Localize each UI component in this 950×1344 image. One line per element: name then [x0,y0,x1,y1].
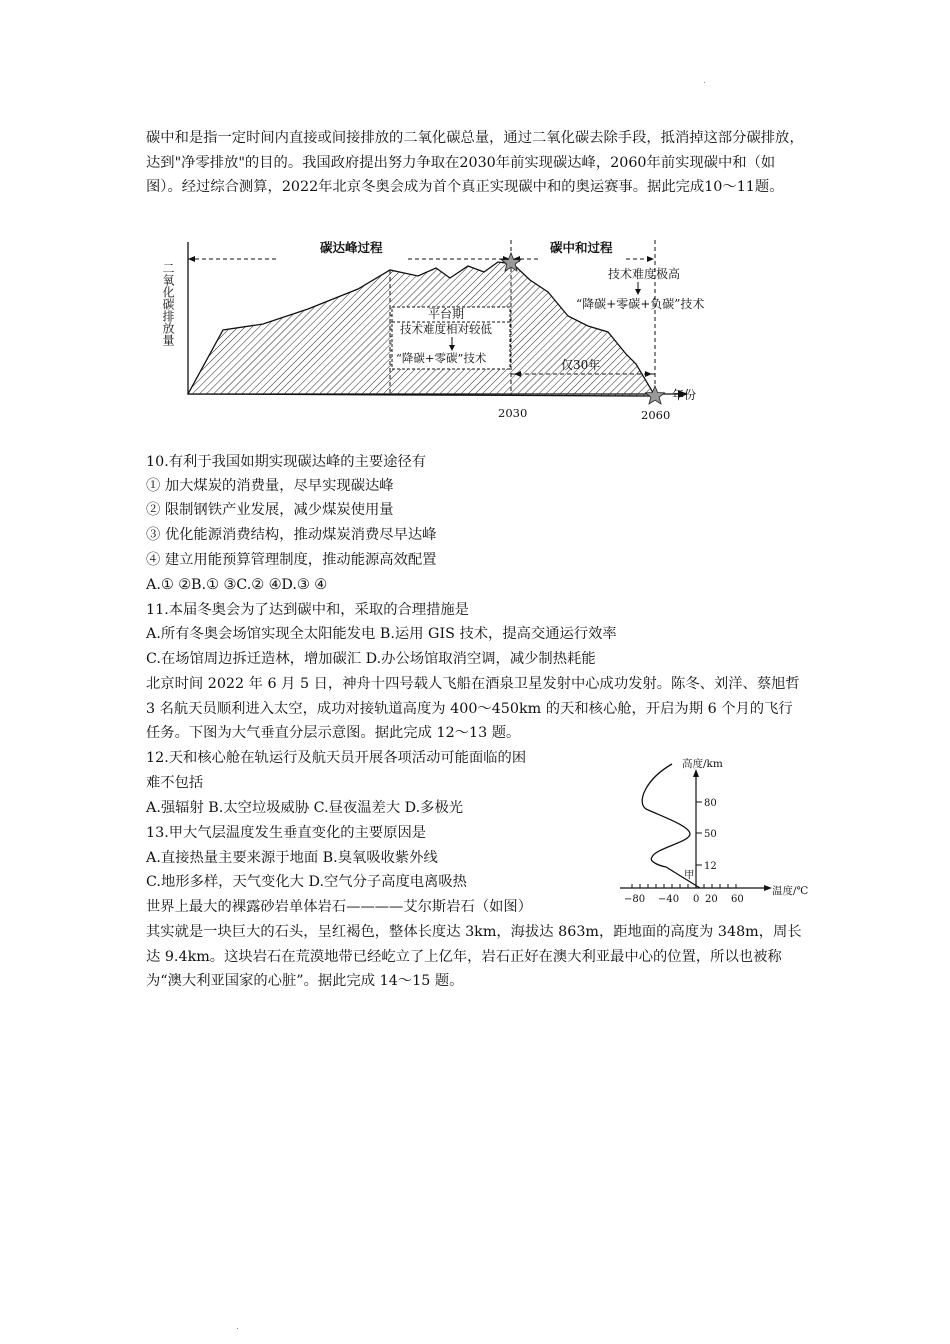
phase-peak-label: 碳达峰过程 [320,240,383,255]
phase-neutral-label: 碳中和过程 [550,240,613,255]
atmos-x-label: 温度/℃ [772,885,809,897]
passage-3-rest: 其实就是一块巨大的石头，呈红褐色，整体长度达 3km，海拔达 863m，距地面的高度为 348m，周长达 9.4km。这块岩石在荒漠地带已经屹立了上亿年，岩石正好在澳大利亚最中心的位置，所以也被称为“澳大利亚国家的心脏”。据此完成 14～15 题。 [146,924,802,989]
q11-choices-2: C.在场馆周边拆迁造林，增加碳汇 D.办公场馆取消空调，减少制热耗能 [146,651,596,667]
atmos-xt-20: 20 [705,894,718,905]
q12-stem-2: 难不包括 [146,775,204,791]
year-2060: 2060 [641,408,671,422]
atmos-xt-0: 0 [693,894,700,905]
atmos-h80: 80 [704,798,717,809]
atmos-xt-m80: −80 [624,894,646,905]
page-mark: . [703,76,706,86]
carbon-chart [161,234,705,426]
tech-high-method: “降碳+零碳+负碳”技术 [576,297,705,311]
q11-stem: 11.本届冬奥会为了达到碳中和，采取的合理措施是 [146,602,469,618]
q10-option-3: ③ 优化能源消费结构，推动煤炭消费尽早达峰 [146,527,437,543]
passage-3-line-1: 世界上最大的裸露砂岩单体岩石————艾尔斯岩石（如图） [146,899,533,915]
tech-low-label: 技术难度相对较低 [400,322,492,336]
atmosphere-chart [616,754,816,910]
q10-choices: A.① ②B.① ③C.② ④D.③ ④ [146,577,328,593]
atmos-y-label: 高度/km [682,758,723,770]
q13-choices-1: A.直接热量主要来源于地面 B.臭氧吸收紫外线 [146,850,438,866]
q10-option-2: ② 限制钢铁产业发展，减少煤炭使用量 [146,502,394,518]
q12-stem-1: 12.天和核心舱在轨运行及航天员开展各项活动可能面临的困 [146,750,527,766]
x-axis-label: 年份 [671,388,696,402]
q11-choices-1: A.所有冬奥会场馆实现全太阳能发电 B.运用 GIS 技术，提高交通运行效率 [146,626,617,642]
q10-stem: 10.有利于我国如期实现碳达峰的主要途径有 [146,454,427,470]
tech-low-method: “降碳+零碳”技术 [396,351,487,365]
atmos-layer-label: 甲 [684,869,695,881]
q13-choices-2: C.地形多样，天气变化大 D.空气分子高度电离吸热 [146,874,467,890]
atmos-xt-60: 60 [731,894,744,905]
intro-paragraph: 碳中和是指一定时间内直接或间接排放的二氧化碳总量，通过二氧化碳去除手段，抵消掉这部分碳排放，达到"净零排放"的目的。我国政府提出努力争取在2030年前实现碳达峰，2060年前实现碳中和（如图）。经过综合测算，2022年北京冬奥会成为首个真正实现碳中和的奥运赛事。据此完成10～11题。 [146,130,804,195]
atmos-h12: 12 [704,861,717,872]
y-axis-label: 二氧化碳排放量 [161,262,175,346]
year-2030: 2030 [498,406,528,420]
q12-choices: A.强辐射 B.太空垃圾威胁 C.昼夜温差大 D.多极光 [146,800,464,816]
passage-2: 北京时间 2022 年 6 月 5 日，神舟十四号载人飞船在酒泉卫星发射中心成功发射。陈冬、刘洋、蔡旭哲 3 名航天员顺利进入太空，成功对接轨道高度为 400～450km 的天和核心舱，开启为期 6 个月的飞行任务。下图为大气垂直分层示意图。据此完成 12～13 题。 [146,676,800,741]
only-30-label: 仅30年 [561,358,601,372]
page-mark-bottom: . [236,1322,239,1332]
atmos-xt-m40: −40 [658,894,680,905]
platform-label: 平台期 [428,307,465,321]
q10-option-1: ① 加大煤炭的消费量，尽早实现碳达峰 [146,478,394,494]
tech-high-label: 技术难度极高 [608,267,681,281]
atmos-h50: 50 [704,829,717,840]
q10-option-4: ④ 建立用能预算管理制度，推动能源高效配置 [146,552,437,568]
q13-stem: 13.甲大气层温度发生垂直变化的主要原因是 [146,825,427,841]
